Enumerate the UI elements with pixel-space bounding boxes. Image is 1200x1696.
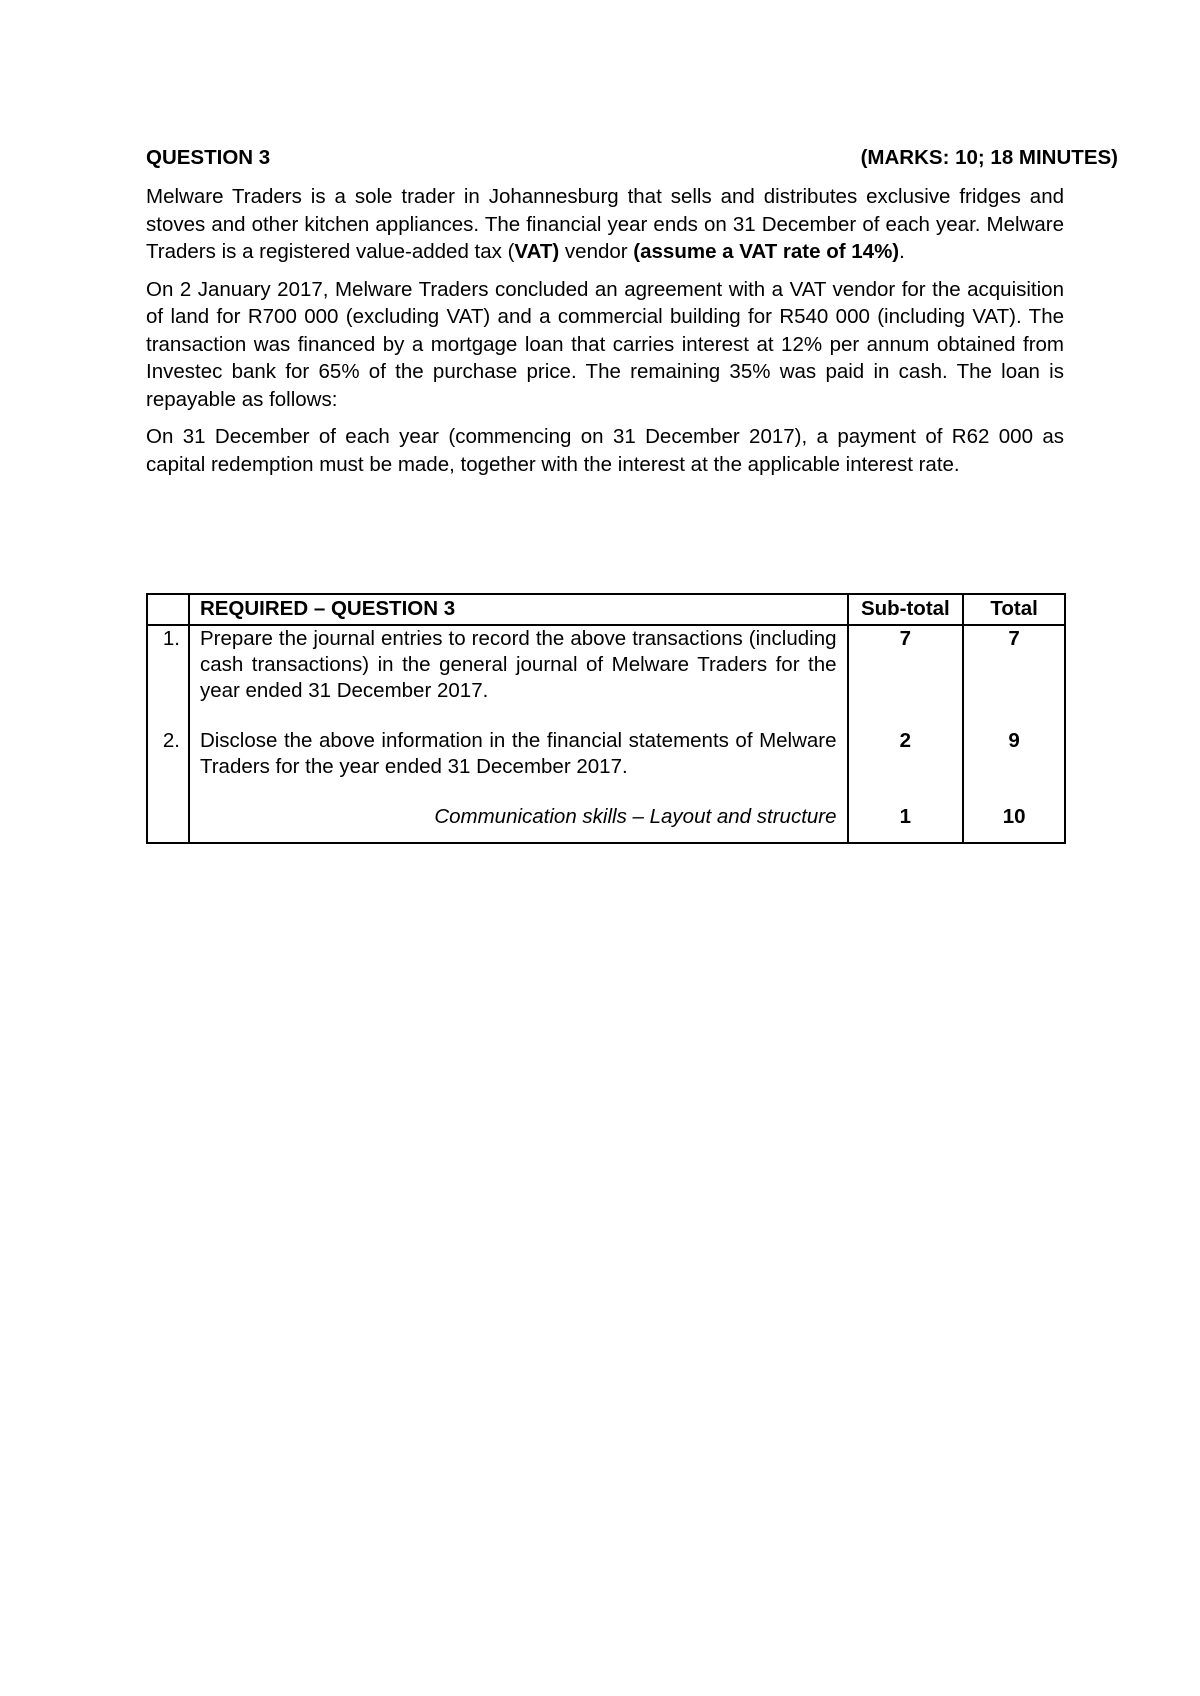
question-marks: (MARKS: 10; 18 MINUTES) <box>860 146 1118 169</box>
paragraph-intro <box>146 183 1064 266</box>
question-title: QUESTION 3 <box>146 146 271 169</box>
intro-text: Melware Traders is a sole trader in Johannesburg that sells and distributes exclusive fridges and stoves and other kitchen appliances. The financial year ends on 31 December of each year. Melware Traders is a registered value-added tax ( <box>146 185 1064 263</box>
header-num-cell <box>147 594 189 625</box>
question-heading <box>146 145 1118 171</box>
row-description: Prepare the journal entries to record the above transactions (including cash transactions) in the general journal of Melware Traders for the year ended 31 December 2017. <box>189 625 848 728</box>
intro-text-2: vendor <box>559 240 634 263</box>
row-total: 10 <box>963 804 1065 843</box>
row-description: Communication skills – Layout and structure <box>189 804 848 843</box>
row-total: 7 <box>963 625 1065 728</box>
row-total: 9 <box>963 728 1065 804</box>
table-header-row <box>147 594 1065 625</box>
header-title: REQUIRED – QUESTION 3 <box>189 594 848 625</box>
row-subtotal: 2 <box>848 728 964 804</box>
required-table <box>146 593 1066 844</box>
row-number: 1. <box>147 625 189 728</box>
row-subtotal: 7 <box>848 625 964 728</box>
row-number <box>147 804 189 843</box>
row-number: 2. <box>147 728 189 804</box>
paragraph-agreement: On 2 January 2017, Melware Traders concluded an agreement with a VAT vendor for the acquisition of land for R700 000 (excluding VAT) and a commercial building for R540 000 (including VAT). The transaction was financed by a mortgage loan that carries interest at 12% per annum obtained from Investec bank for 65% of the purchase price. The remaining 35% was paid in cash. The loan is repayable as follows: <box>146 277 1064 411</box>
table-row <box>147 728 1065 804</box>
vat-rate-note: (assume a VAT rate of 14%) <box>633 240 900 263</box>
row-subtotal: 1 <box>848 804 964 843</box>
table-row <box>147 625 1065 728</box>
table-row <box>147 804 1065 843</box>
question-body <box>146 145 1118 488</box>
row-description: Disclose the above information in the financial statements of Melware Traders for the year ended 31 December 2017. <box>189 728 848 804</box>
intro-period: . <box>899 240 905 263</box>
header-total: Total <box>963 594 1065 625</box>
header-subtotal: Sub-total <box>848 594 964 625</box>
paragraph-repayment: On 31 December of each year (commencing on 31 December 2017), a payment of R62 000 as capital redemption must be made, together with the interest at the applicable interest rate. <box>146 425 1064 476</box>
vat-bold: VAT) <box>514 240 560 263</box>
